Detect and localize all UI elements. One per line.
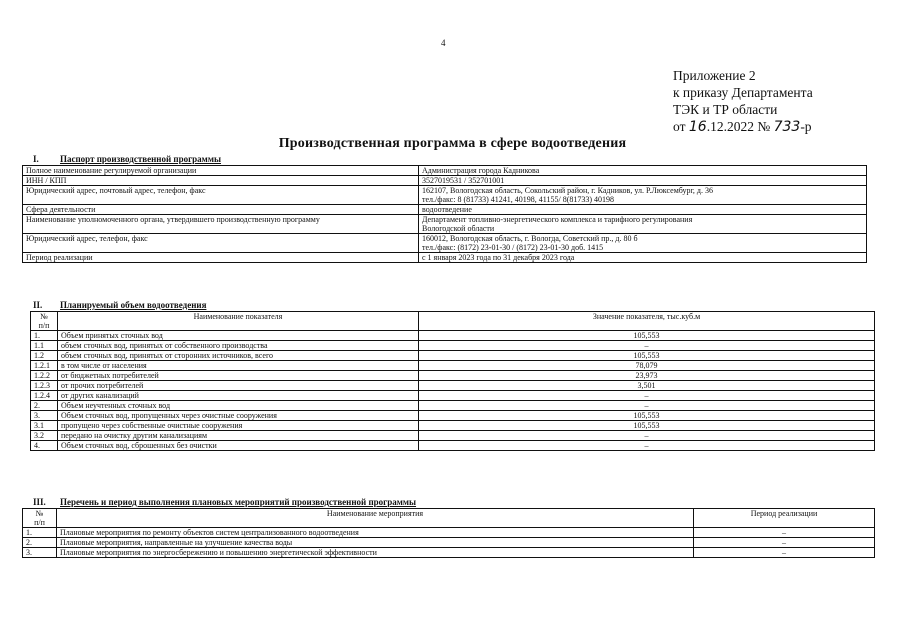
table-row (31, 331, 875, 341)
passport-row (23, 205, 867, 215)
table-row (31, 341, 875, 351)
section-1-heading (33, 154, 221, 164)
appendix-date-line (673, 118, 873, 136)
table-row (23, 528, 875, 538)
row-number: 3. (23, 548, 57, 558)
indicator-value: 105,553 (419, 331, 875, 341)
order-suffix: -р (800, 119, 812, 134)
passport-row (23, 176, 867, 186)
passport-label: ИНН / КПП (23, 176, 419, 186)
header-name: Наименование показателя (58, 312, 419, 331)
volume-table-header (31, 312, 875, 331)
indicator-value: – (419, 391, 875, 401)
passport-value (419, 186, 867, 205)
table-row (23, 538, 875, 548)
row-number: 3.1 (31, 421, 58, 431)
indicator-name: передано на очистку другим канализациям (58, 431, 419, 441)
passport-value-line: с 1 января 2023 года по 31 декабря 2023 года (422, 253, 575, 262)
table-row (31, 381, 875, 391)
passport-value-line: водоотведение (422, 205, 472, 214)
passport-value-line: 160012, Вологодская область, г. Вологда, Советский пр., д. 80 б (422, 234, 638, 243)
measure-period: – (694, 538, 875, 548)
passport-value-line: Департамент топливно-энергетического комплекса и тарифного регулирования (422, 215, 693, 224)
passport-label: Сфера деятельности (23, 205, 419, 215)
measures-table (22, 508, 875, 558)
passport-value-line: Вологодской области (422, 224, 495, 233)
passport-row (23, 215, 867, 234)
section-1-number: I. (33, 154, 39, 164)
indicator-name: от бюджетных потребителей (58, 371, 419, 381)
row-number: 1.2 (31, 351, 58, 361)
header-num-line-1: № (35, 509, 44, 518)
table-row (31, 361, 875, 371)
measure-name: Плановые мероприятия по ремонту объектов систем централизованного водоотведения (57, 528, 694, 538)
passport-value (419, 234, 867, 253)
header-num-line-2: п/п (34, 518, 45, 527)
date-rest: .12.2022 № (706, 119, 771, 134)
row-number: 1. (31, 331, 58, 341)
measure-name: Плановые мероприятия по энергосбережению и повышению энергетической эффективности (57, 548, 694, 558)
indicator-name: от других канализаций (58, 391, 419, 401)
section-2-number: II. (33, 300, 43, 310)
indicator-name: Объем принятых сточных вод (58, 331, 419, 341)
header-num-line-2: п/п (38, 321, 50, 330)
indicator-name: в том числе от населения (58, 361, 419, 371)
indicator-value: – (419, 341, 875, 351)
indicator-value: – (419, 401, 875, 411)
passport-value-line: тел./факс: 8 (81733) 41241, 40198, 41155/ 8(81733) 40198 (422, 195, 615, 204)
measures-table-header (23, 509, 875, 528)
indicator-value: 78,079 (419, 361, 875, 371)
row-number: 2. (23, 538, 57, 548)
order-number-handwritten: 733 (773, 119, 801, 135)
indicator-name: Объем неучтенных сточных вод (58, 401, 419, 411)
volume-table (30, 311, 875, 451)
row-number: 1.2.1 (31, 361, 58, 371)
measure-name: Плановые мероприятия, направленные на улучшение качества воды (57, 538, 694, 548)
indicator-value: 105,553 (419, 351, 875, 361)
row-number: 1. (23, 528, 57, 538)
header-num (23, 509, 57, 528)
passport-value-line: Администрация города Кадникова (422, 166, 540, 175)
section-1-title: Паспорт производственной программы (60, 154, 221, 164)
row-number: 1.1 (31, 341, 58, 351)
passport-label: Наименование уполномоченного органа, утвердившего производственную программу (23, 215, 419, 234)
row-number: 2. (31, 401, 58, 411)
table-row (31, 391, 875, 401)
table-row (31, 431, 875, 441)
indicator-name: объем сточных вод, принятых от собственного производства (58, 341, 419, 351)
measure-period: – (694, 548, 875, 558)
date-prefix: от (673, 119, 686, 134)
indicator-value: 105,553 (419, 421, 875, 431)
passport-value-line: 3527019531 / 352701001 (422, 176, 505, 185)
section-3-number: III. (33, 497, 46, 507)
page-number: 4 (441, 38, 446, 48)
passport-row (23, 253, 867, 263)
indicator-name: от прочих потребителей (58, 381, 419, 391)
passport-value (419, 205, 867, 215)
section-2-title: Планируемый объем водоотведения (60, 300, 207, 310)
table-row (23, 548, 875, 558)
header-period: Период реализации (694, 509, 875, 528)
measure-period: – (694, 528, 875, 538)
passport-value-line: тел./факс: (8172) 23-01-30 / (8172) 23-01-30 доб. 1415 (422, 243, 604, 252)
passport-value (419, 166, 867, 176)
row-number: 1.2.3 (31, 381, 58, 391)
table-row (31, 421, 875, 431)
passport-label: Полное наименование регулируемой организации (23, 166, 419, 176)
table-row (31, 411, 875, 421)
passport-row (23, 166, 867, 176)
appendix-line-2: к приказу Департамента (673, 85, 813, 100)
indicator-value: 23,973 (419, 371, 875, 381)
passport-row (23, 186, 867, 205)
passport-value (419, 215, 867, 234)
row-number: 1.2.2 (31, 371, 58, 381)
indicator-name: пропущено через собственные очистные сооружения (58, 421, 419, 431)
passport-value (419, 176, 867, 186)
header-measure-name: Наименование мероприятия (57, 509, 694, 528)
indicator-name: Объем сточных вод, пропущенных через очистные сооружения (58, 411, 419, 421)
indicator-value: 105,553 (419, 411, 875, 421)
table-row (31, 351, 875, 361)
header-num (31, 312, 58, 331)
indicator-name: Объем сточных вод, сброшенных без очистки (58, 441, 419, 451)
table-row (31, 371, 875, 381)
section-3-title: Перечень и период выполнения плановых мероприятий производственной программы (60, 497, 417, 507)
header-num-line-1: № (40, 312, 48, 321)
table-row (31, 401, 875, 411)
row-number: 4. (31, 441, 58, 451)
passport-label: Период реализации (23, 253, 419, 263)
document-title: Производственная программа в сфере водоотведения (278, 136, 627, 151)
indicator-value: – (419, 431, 875, 441)
passport-label: Юридический адрес, телефон, факс (23, 234, 419, 253)
passport-value-line: 162107, Вологодская область, Сокольский район, г. Кадников, ул. Р.Люксембург, д. 36 (422, 186, 713, 195)
passport-table (22, 165, 867, 263)
section-2-heading (33, 300, 206, 310)
row-number: 3.2 (31, 431, 58, 441)
appendix-line-1: Приложение 2 (673, 68, 756, 83)
indicator-value: – (419, 441, 875, 451)
passport-value (419, 253, 867, 263)
passport-row (23, 234, 867, 253)
indicator-value: 3,501 (419, 381, 875, 391)
date-day-handwritten: 16 (688, 119, 707, 135)
row-number: 3. (31, 411, 58, 421)
appendix-line-3: ТЭК и ТР области (673, 102, 778, 117)
passport-label: Юридический адрес, почтовый адрес, телефон, факс (23, 186, 419, 205)
row-number: 1.2.4 (31, 391, 58, 401)
appendix-block (673, 67, 873, 136)
section-3-heading (33, 497, 416, 507)
table-row (31, 441, 875, 451)
header-value: Значение показателя, тыс.куб.м (419, 312, 875, 331)
indicator-name: объем сточных вод, принятых от сторонних источников, всего (58, 351, 419, 361)
